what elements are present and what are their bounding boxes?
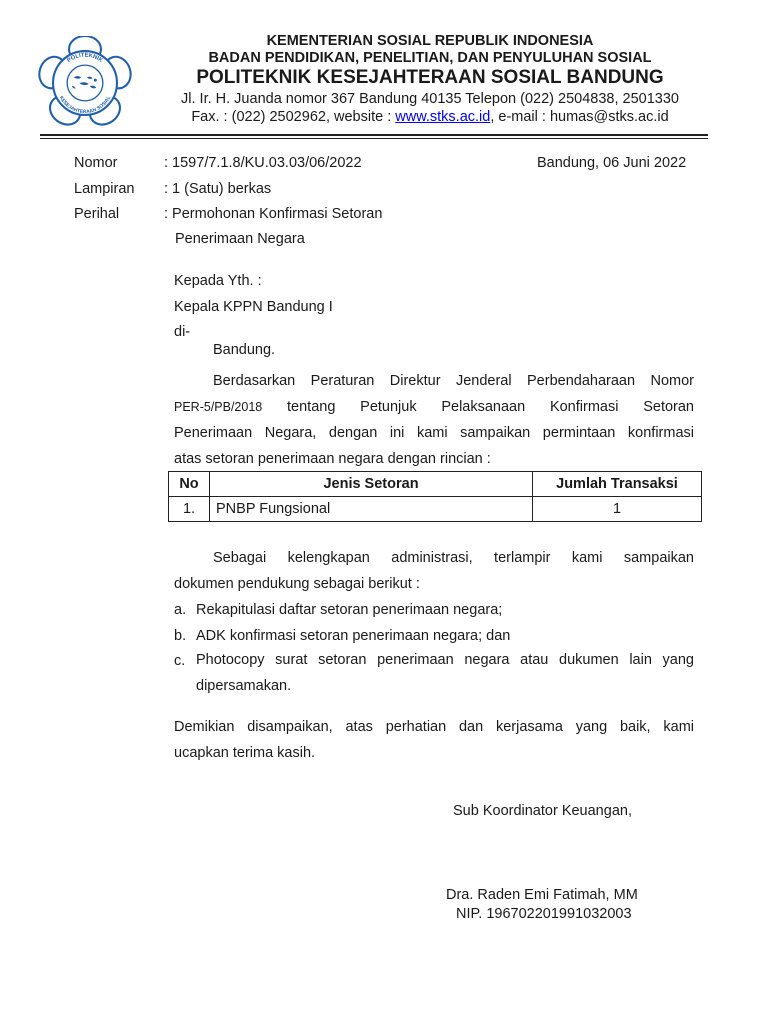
paragraph-kelengkapan: [174, 545, 694, 597]
para2-line1: Sebagai kelengkapan administrasi, terlampir kami sampaikan: [213, 550, 694, 566]
lampiran-value: : 1 (Satu) berkas: [164, 181, 272, 197]
closing-line1: Demikian disampaikan, atas perhatian dan kerjasama yang baik, kami: [174, 719, 694, 735]
paragraph-closing: [174, 714, 694, 766]
signatory-name: Dra. Raden Emi Fatimah, MM: [446, 887, 638, 903]
institution-name: POLITEKNIK KESEJAHTERAAN SOSIAL BANDUNG: [196, 67, 664, 88]
recipient-salutation: Kepada Yth. :: [174, 273, 262, 289]
signatory-nip: NIP. 196702201991032003: [456, 906, 632, 922]
fax-text: Fax. : (022) 2502962, website :: [191, 109, 396, 125]
rincian-table: [168, 471, 702, 522]
list-item-c-line2: dipersamakan.: [196, 678, 292, 694]
nomor-label: Nomor: [74, 155, 118, 171]
para1-line3: Penerimaan Negara, dengan ini kami sampaikan permintaan konfirmasi: [174, 425, 694, 441]
perihal-value-cont: Penerimaan Negara: [175, 231, 305, 247]
agency-name: BADAN PENDIDIKAN, PENELITIAN, DAN PENYULUHAN SOSIAL: [208, 50, 652, 66]
list-item-a: Rekapitulasi daftar setoran penerimaan negara;: [196, 602, 503, 618]
cell-no: 1.: [169, 497, 210, 522]
letter-date: Bandung, 06 Juni 2022: [537, 155, 687, 171]
recipient-city: Bandung.: [213, 342, 276, 358]
para2-line2: dokumen pendukung sebagai berikut :: [174, 576, 420, 592]
col-header-jenis: Jenis Setoran: [210, 472, 533, 497]
website-link[interactable]: www.stks.ac.id: [395, 109, 491, 125]
recipient-di: di-: [174, 324, 191, 340]
col-header-no: No: [169, 472, 210, 497]
email-text: , e-mail : humas@stks.ac.id: [490, 109, 669, 125]
cell-jumlah: 1: [533, 497, 702, 522]
list-item-c: [196, 647, 694, 699]
contact-line: [150, 108, 710, 126]
letterhead: [150, 33, 710, 126]
para1-line1: Berdasarkan Peraturan Direktur Jenderal Perbendaharaan Nomor: [213, 373, 694, 389]
list-marker-a: a.: [174, 602, 187, 618]
table-header-row: [169, 472, 702, 497]
cell-jenis: PNBP Fungsional: [210, 497, 533, 522]
letterhead-rule-thin: [40, 138, 708, 139]
polteksos-logo-icon: [38, 36, 132, 130]
institution-address: Jl. Ir. H. Juanda nomor 367 Bandung 40135 Telepon (022) 2504838, 2501330: [181, 91, 679, 107]
logo-text-top: POLITEKNIK: [66, 52, 104, 64]
para1-line2: [174, 394, 694, 420]
logo-text-bottom: KESEJAHTERAAN SOSIAL: [57, 95, 113, 116]
list-item-c-line1: Photocopy surat setoran penerimaan negara atau dukumen lain yang: [196, 652, 694, 668]
perihal-label: Perihal: [74, 206, 120, 222]
list-item-b: ADK konfirmasi setoran penerimaan negara; dan: [196, 628, 511, 644]
lampiran-label: Lampiran: [74, 181, 135, 197]
table-row: [169, 497, 702, 522]
col-header-jumlah: Jumlah Transaksi: [533, 472, 702, 497]
recipient-office: Kepala KPPN Bandung I: [174, 299, 333, 315]
ministry-name: KEMENTERIAN SOSIAL REPUBLIK INDONESIA: [266, 33, 594, 49]
paragraph-dasar: [174, 368, 694, 472]
list-marker-c: c.: [174, 653, 186, 669]
regulation-number: PER-5/PB/2018: [174, 400, 263, 414]
list-marker-b: b.: [174, 628, 187, 644]
para1-line4: atas setoran penerimaan negara dengan rincian :: [174, 451, 491, 467]
closing-line2: ucapkan terima kasih.: [174, 745, 316, 761]
nomor-value: : 1597/7.1.8/KU.03.03/06/2022: [164, 155, 362, 171]
perihal-value: : Permohonan Konfirmasi Setoran: [164, 206, 383, 222]
signatory-title: Sub Koordinator Keuangan,: [453, 803, 632, 819]
para1-line2-rest: tentang Petunjuk Pelaksanaan Konfirmasi Setoran: [262, 399, 694, 415]
letterhead-rule-thick: [40, 134, 708, 136]
